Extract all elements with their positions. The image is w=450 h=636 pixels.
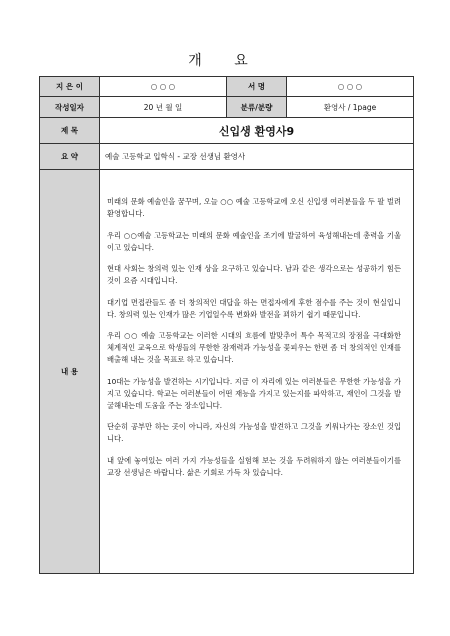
content-paragraph: 대기업 면접관들도 좀 더 창의적인 대답을 하는 면접자에게 후한 점수를 주는 것이 현실입니다. 창의력 있는 인재가 많은 기업일수록 변화와 발전을 꾀하기 쉽기 때문입니다. [107, 297, 401, 319]
category-value: 환영사 / 1page [287, 97, 414, 118]
content-paragraph: 우리 ○○ 예술 고등학교는 이러한 시대의 흐름에 발맞추어 특수 목적고의 장점을 극대화한 체계적인 교육으로 학생들의 무한한 잠재력과 가능성을 꽃피우는 한편 좀 더 창의적인 인재를 배출해 내는 것을 목표로 하고 있습니다. [107, 331, 401, 364]
content-paragraph: 현대 사회는 창의력 있는 인재 상을 요구하고 있습니다. 남과 같은 생각으로는 성공하기 힘든 것이 요즘 시대입니다. [107, 264, 401, 285]
content-paragraph: 우리 ○○예술 고등학교는 미래의 문화 예술인을 조기에 발굴하여 육성해내는데 총력을 기울이고 있습니다. [107, 230, 401, 252]
signature-label: 서 명 [227, 77, 287, 97]
subject-row [40, 118, 414, 144]
content-paragraph: 10대는 가능성을 발견하는 시기입니다. 지금 이 자리에 있는 여러분들은 무한한 가능성을 가지고 있습니다. 학교는 여러분들이 어떤 재능을 가지고 있는지를 파악하고, 재인이 그것을 발굴해내는데 도움을 주는 장소입니다. [107, 376, 401, 410]
category-label: 분류/분량 [227, 97, 287, 118]
date-row [40, 97, 414, 118]
date-label: 작성일자 [40, 97, 100, 118]
content-row [40, 170, 414, 574]
subject-label: 제 목 [40, 118, 100, 144]
signature-value: ○ ○ ○ [287, 77, 414, 97]
content-body [100, 170, 414, 574]
content-paragraph: 미래의 문화 예술인을 꿈꾸며, 오늘 ○○ 예술 고등학교에 오신 신입생 여러분들을 두 팔 벌려 환영합니다. [107, 197, 401, 218]
date-value: 20 년 월 일 [100, 97, 227, 118]
content-label: 내 용 [40, 170, 100, 574]
author-value: ○ ○ ○ [100, 77, 227, 97]
overview-form [39, 76, 414, 574]
summary-row [40, 144, 414, 170]
summary-label: 요 약 [40, 144, 100, 170]
summary-value: 예술 고등학교 입학식 - 교장 선생님 환영사 [100, 144, 414, 170]
content-paragraph: 내 앞에 놓여있는 여러 가지 가능성들을 실험해 보는 것을 두려워하지 않는 여러분들이기를 교장 선생님은 바랍니다. 삶은 기회로 가득 차 있습니다. [107, 455, 401, 477]
document-title: 개 요 [188, 53, 262, 69]
author-row [40, 77, 414, 97]
subject-value: 신입생 환영사9 [100, 118, 414, 144]
author-label: 지 은 이 [40, 77, 100, 97]
content-paragraph: 단순히 공부만 하는 곳이 아니라, 자신의 가능성을 발견하고 그것을 키워나가는 장소인 것입니다. [107, 422, 401, 443]
